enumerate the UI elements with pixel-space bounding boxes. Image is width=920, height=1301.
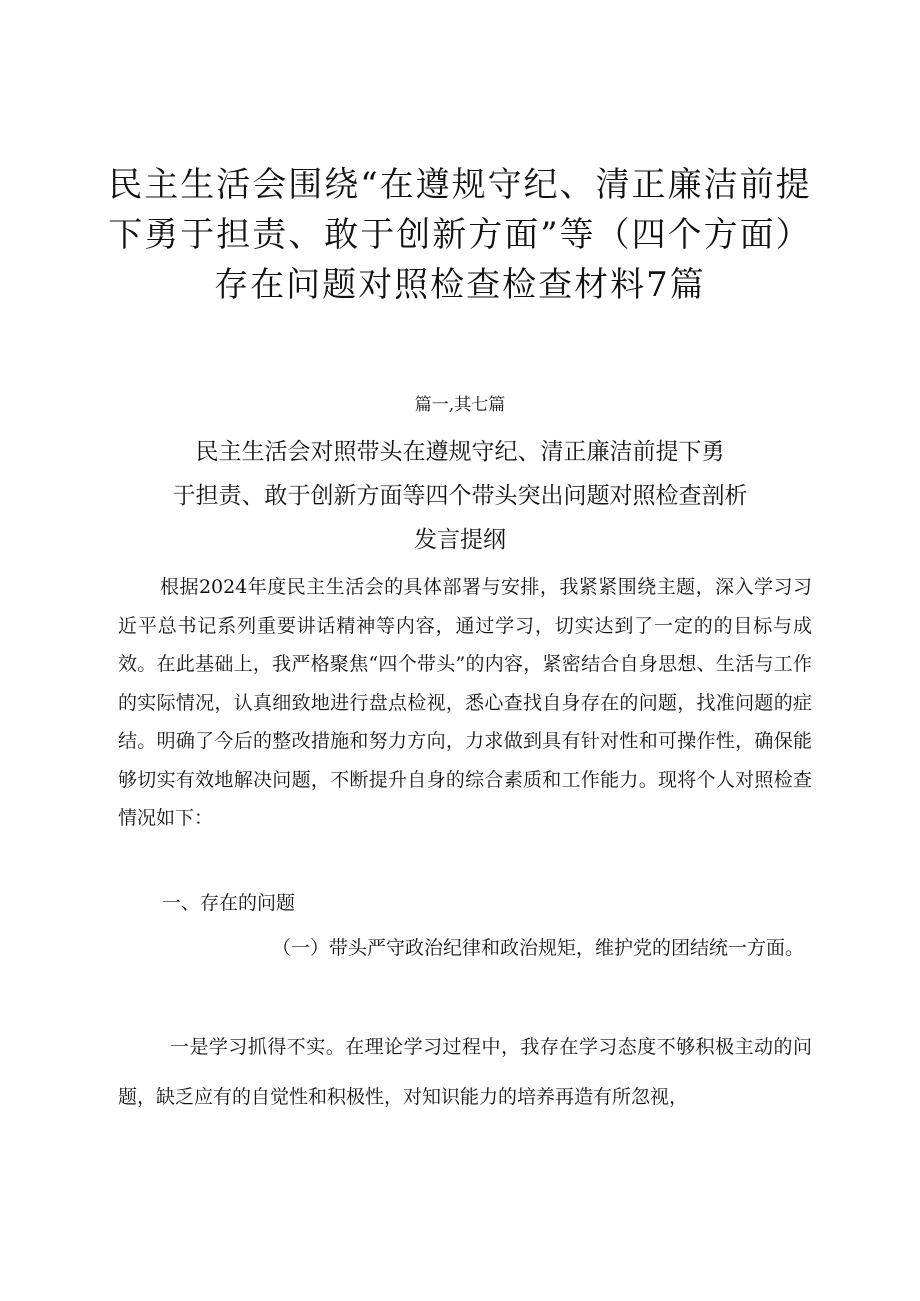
article-title-line-3: 发言提纲 [414,527,506,553]
main-title-line-1: 民主生活会围绕“在遵规守纪、清正廉洁前提 [108,165,812,205]
main-title-line-2: 下勇于担责、敢于创新方面”等（四个方面） [108,215,812,255]
article-title-line-2: 于担责、敢于创新方面等四个带头突出问题对照检查剖析 [172,483,748,509]
article-title [100,430,820,562]
main-title-line-3: 存在问题对照检查检查材料7篇 [214,265,706,305]
subsection-paragraph: （一）带头严守政治纪律和政治规矩，维护党的团结统一方面。 [272,937,805,959]
piece-label: 篇一,其七篇 [414,395,506,415]
document-main-title [100,160,820,310]
body-paragraph: 一是学习抓得不实。在理论学习过程中，我存在学习态度不够积极主动的问题，缺乏应有的自觉性和积极性，对知识能力的培养再造有所忽视， [118,1036,812,1108]
intro-paragraph: 根据2024年度民主生活会的具体部署与安排，我紧紧围绕主题，深入学习习近平总书记系列重要讲话精神等内容，通过学习，切实达到了一定的的目标与成效。在此基础上，我严格聚焦“四个带头”的内容，紧密结合自身思想、生活与工作的实际情况，认真细致地进行盘点检视，悉心查找自身存在的问题，找准问题的症结。明确了今后的整改措施和努力方向，力求做到具有针对性和可操作性，确保能够切实有效地解决问题，不断提升自身的综合素质和工作能力。现将个人对照检查情况如下： [118,576,812,829]
article-title-line-1: 民主生活会对照带头在遵规守纪、清正廉洁前提下勇 [195,439,725,465]
section-heading: 一、存在的问题 [162,892,296,914]
